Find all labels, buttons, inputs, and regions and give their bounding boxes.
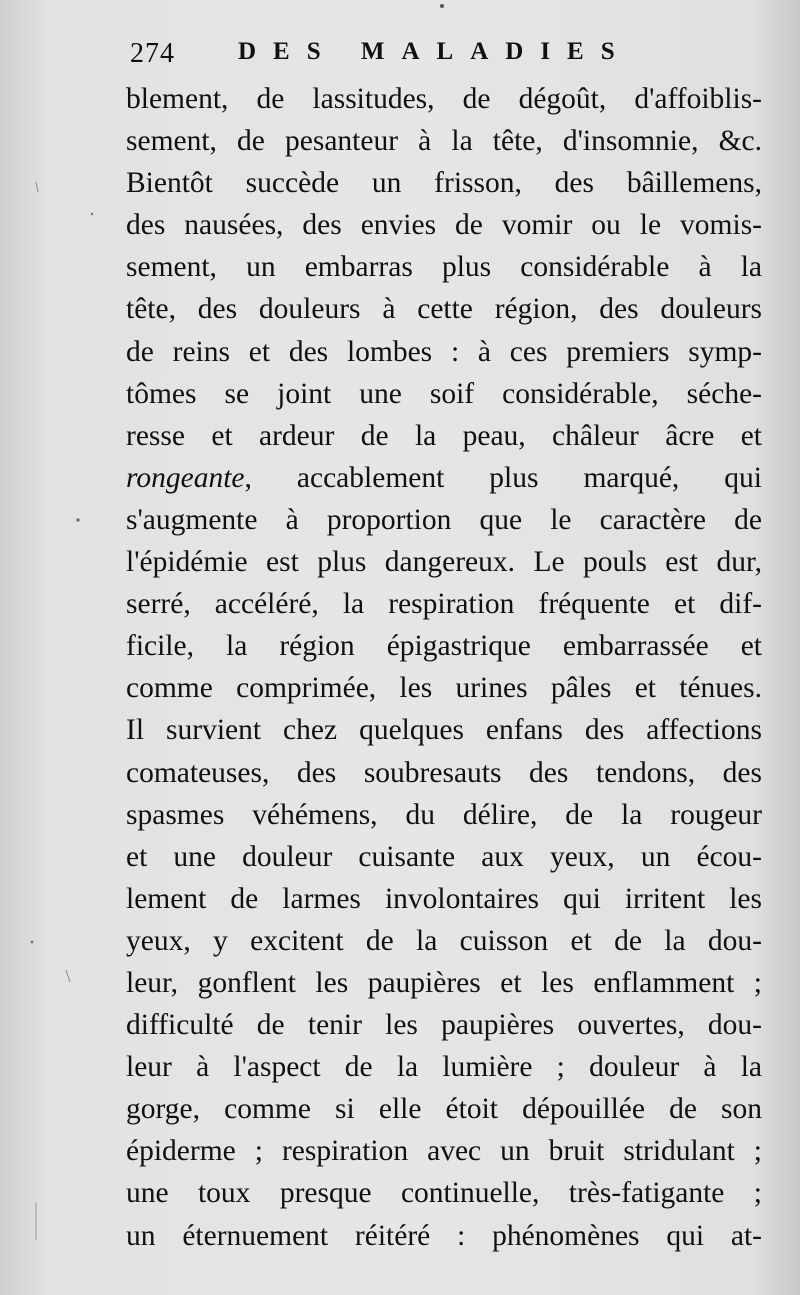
text-line: Bientôt succède un frisson, des bâillemens,	[126, 167, 762, 200]
italic-word: rongeante	[126, 461, 245, 494]
text-line: leur, gonflent les paupières et les enflamment ;	[126, 966, 762, 999]
text-line: serré, accéléré, la respiration fréquente et dif-	[126, 588, 762, 621]
text-line: s'augmente à proportion que le caractère de	[126, 503, 762, 536]
text-line: épiderme ; respiration avec un bruit stridulant ;	[126, 1135, 762, 1168]
text-line: Il survient chez quelques enfans des affections	[126, 714, 762, 747]
text-line: des nausées, des envies de vomir ou le vomis-	[126, 209, 762, 242]
text-line: comme comprimée, les urines pâles et ténues.	[126, 672, 762, 705]
text-line: spasmes véhémens, du délire, de la rougeur	[126, 798, 762, 831]
text-line: sement, un embarras plus considérable à la	[126, 251, 762, 284]
text-line: blement, de lassitudes, de dégoût, d'affoiblis-	[126, 83, 762, 115]
text-line: l'épidémie est plus dangereux. Le pouls est dur,	[126, 546, 762, 579]
text-line: tête, des douleurs à cette région, des douleurs	[126, 293, 762, 326]
text-line: leur à l'aspect de la lumière ; douleur à la	[126, 1051, 762, 1084]
text-line: une toux presque continuelle, très-fatigante ;	[126, 1177, 762, 1210]
text-line: lement de larmes involontaires qui irritent les	[126, 882, 762, 915]
text-line: de reins et des lombes : à ces premiers symp-	[126, 335, 762, 368]
text-line: gorge, comme si elle étoit dépouillée de son	[126, 1093, 762, 1126]
running-head: DES MALADIES	[238, 38, 632, 65]
text-line: et une douleur cuisante aux yeux, un écou-	[126, 840, 762, 873]
text-line: yeux, y excitent de la cuisson et de la dou-	[126, 924, 762, 957]
text-line: ficile, la région épigastrique embarrassée et	[126, 630, 762, 663]
text-line-rest: , accablement plus marqué, qui	[244, 461, 762, 494]
text-line: tômes se joint une soif considérable, séche-	[126, 377, 762, 410]
text-line: difficulté de tenir les paupières ouvertes, dou-	[126, 1009, 762, 1042]
page-number: 274	[130, 38, 175, 69]
text-line: sement, de pesanteur à la tête, d'insomnie, &c.	[126, 125, 762, 158]
text-line: resse et ardeur de la peau, châleur âcre et	[126, 419, 762, 452]
text-line: un éternuement réitéré : phénomènes qui at-	[126, 1219, 762, 1252]
text-line: comateuses, des soubresauts des tendons, des	[126, 756, 762, 789]
